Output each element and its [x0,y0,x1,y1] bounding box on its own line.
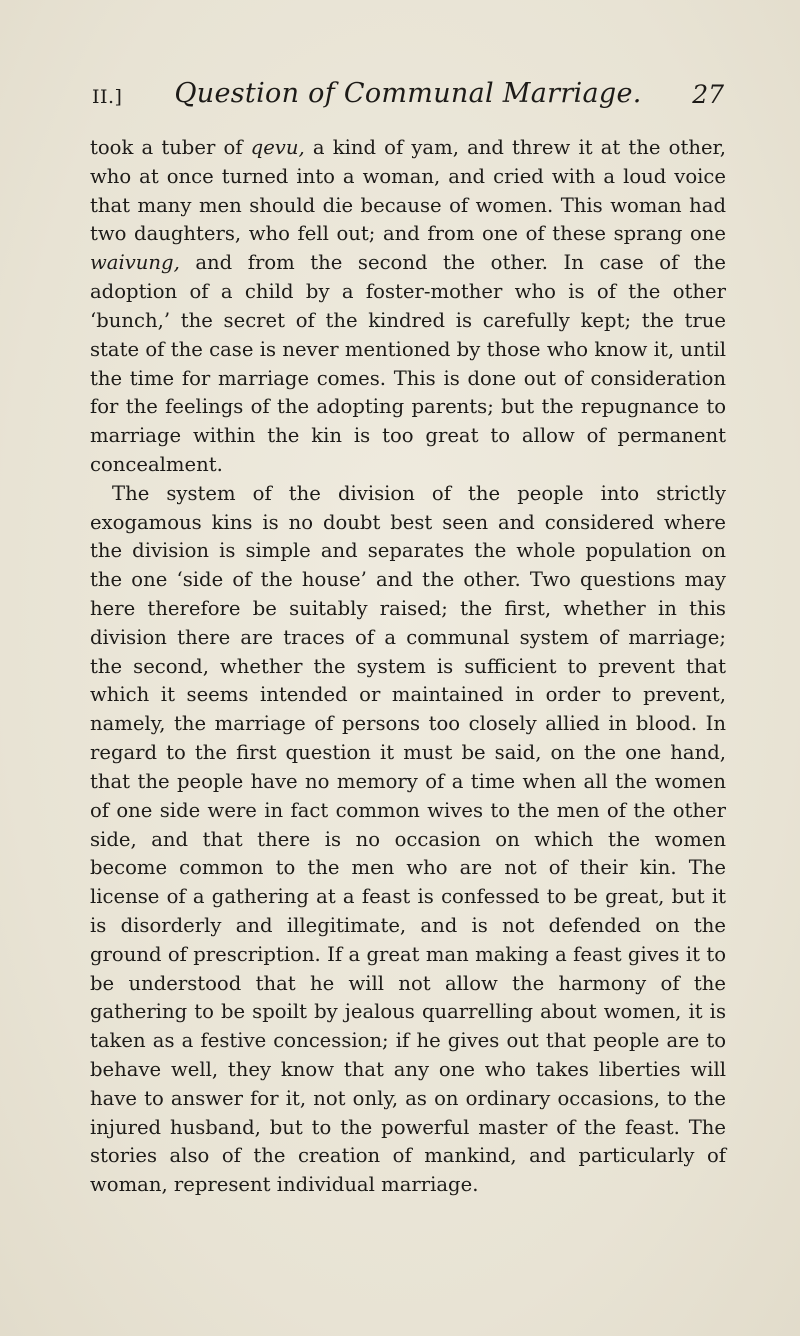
chapter-marker: II.] [92,86,123,108]
page-number: 27 [692,80,724,109]
paragraph: The system of the division of the people into strictly exogamous kins is no doubt best seen and considered where the division is simple and separates the whole population on the one ‘side of the house’ and the other. Two questions may here therefore be suitably raised; the first, whether in this division there are traces of a communal system of marriage; the second, whether the system is sufficient to prevent that which it seems intended or maintained in order to prevent, namely, the marriage of persons too closely allied in blood. In regard to the first question it must be said, on the one hand, that the people have no memory of a time when all the women of one side were in fact common wives to the men of the other side, and that there is no occasion on which the women become common to the men who are not of their kin. The license of a gathering at a feast is confessed to be great, but it is disorderly and illegitimate, and is not defended on the ground of prescription. If a great man making a feast gives it to be understood that he will not allow the harmony of the gathering to be spoilt by jealous quarrelling about women, it is taken as a festive concession; if he gives out that people are to behave well, they know that any one who takes liberties will have to answer for it, not only, as on ordinary occasions, to the injured husband, but to the powerful master of the feast. The stories also of the creation of mankind, and particularly of woman, represent individual marriage. [90,481,726,1197]
text-run: took a tuber of [90,136,251,159]
text-run: a kind of yam, and threw it at the other, who at once turned into a woman, and cried with a loud voice that many men should die because of women. This woman had two daughters, who fell out; and from one of these sprang one [90,136,726,246]
body-text [90,134,726,1200]
running-title: Question of Communal Marriage. [174,78,642,109]
text-run: and from the second the other. In case of the adoption of a child by a foster-mother who is of the other ‘bunch,’ the secret of the kindred is carefully kept; the true state of the case is never mentioned by those who know it, until the time for marriage comes. This is done out of consideration for the feelings of the adopting parents; but the repugnance to marriage within the kin is too great to allow of permanent concealment. [90,251,726,476]
running-header [92,78,724,118]
italic-term-waivung: waivung, [90,251,180,275]
italic-term-qevu: qevu, [250,136,305,159]
paragraph [90,134,726,480]
